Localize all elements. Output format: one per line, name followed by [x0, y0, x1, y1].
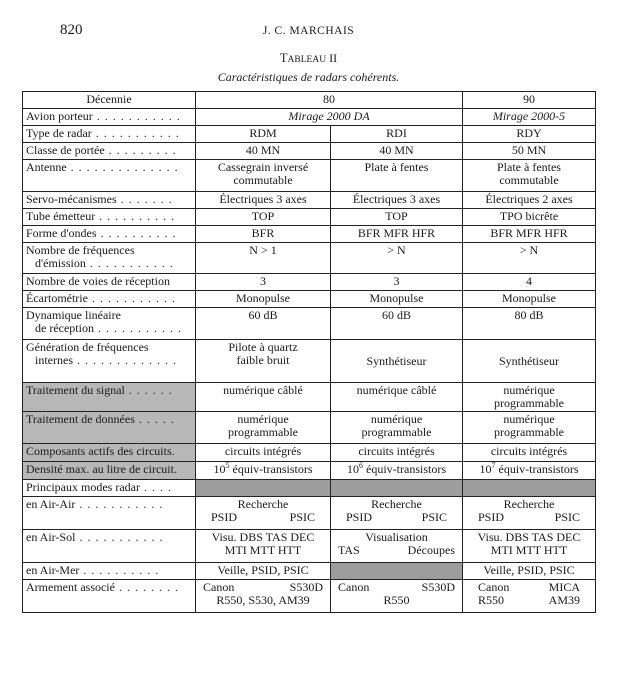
cell-word: Canon: [338, 580, 370, 594]
cell: circuits intégrés: [331, 444, 463, 462]
label-text: d'émission: [35, 256, 86, 270]
cell: [196, 580, 331, 613]
cell: BFR MFR HFR: [463, 226, 596, 243]
table-caption-number: II: [329, 51, 338, 65]
cell-line: [466, 511, 592, 524]
cell: [196, 340, 331, 383]
cell: TOP: [196, 209, 331, 226]
row-traitement-signal: [23, 383, 596, 412]
label-text: Tube émetteur: [26, 209, 96, 223]
unit: équiv-transistors: [498, 462, 579, 476]
label-line: de réception . . . . . . . . . . .: [35, 321, 182, 335]
row-label: Traitement du signal . . . . . .: [23, 383, 196, 412]
cell: [331, 497, 463, 530]
row-modes: [23, 480, 596, 497]
cell: Plate à fentes: [331, 160, 463, 192]
cell-line: Visu. DBS TAS DEC: [477, 530, 581, 544]
row-frequences: [23, 243, 596, 274]
row-label: Traitement de données . . . . .: [23, 412, 196, 444]
label-text: internes: [35, 353, 73, 367]
label-line: d'émission . . . . . . . . . . .: [35, 256, 174, 270]
cell: 60 dB: [331, 308, 463, 340]
cell-line: Recherche: [503, 497, 555, 511]
avion-80: Mirage 2000 DA: [196, 109, 463, 126]
cell-line: Recherche: [237, 497, 289, 511]
cell-word: AM39: [548, 593, 580, 607]
page-number: 820: [60, 22, 83, 38]
row-label: Avion porteur . . . . . . . . . . .: [23, 109, 196, 126]
row-label: Écartométrie . . . . . . . . . . .: [23, 291, 196, 308]
cell-word: PSIC: [289, 510, 315, 524]
running-head: J. C. MARCHAIS: [262, 25, 355, 37]
cell: Monopulse: [196, 291, 331, 308]
cell: circuits intégrés: [196, 444, 331, 462]
cell: 4: [463, 274, 596, 291]
row-densite: [23, 462, 596, 480]
cell: 80 dB: [463, 308, 596, 340]
cell: Monopulse: [463, 291, 596, 308]
cell: Veille, PSID, PSIC: [196, 563, 331, 580]
cell: [463, 160, 596, 192]
row-label: Densité max. au litre de circuit.: [23, 462, 196, 480]
cell: [463, 497, 596, 530]
row-air-mer: [23, 563, 596, 580]
table-title: Caractéristiques de radars cohérents.: [217, 70, 400, 84]
cell-line: MTI MTT HTT: [490, 543, 568, 557]
cell-rdm: RDM: [196, 126, 331, 143]
label-line: Nombre de fréquences: [26, 243, 135, 257]
cell-line: Recherche: [371, 497, 422, 511]
cell-word: PSID: [211, 510, 238, 524]
cell-line: numérique: [237, 412, 289, 426]
row-label: Classe de portée . . . . . . . . .: [23, 143, 196, 160]
cell-empty: [331, 563, 463, 580]
cell-line: Cassegrain inversé: [217, 160, 309, 174]
cell-word: PSID: [478, 510, 505, 524]
cell-line: numérique: [503, 383, 555, 397]
row-armement: [23, 580, 596, 613]
row-label: Tube émetteur . . . . . . . . . .: [23, 209, 196, 226]
row-decennie: [23, 92, 596, 109]
cell-word: PSIC: [554, 510, 580, 524]
row-forme-ondes: [23, 226, 596, 243]
cell: > N: [463, 243, 596, 274]
label-text: Antenne: [26, 160, 67, 174]
cell: [463, 462, 596, 480]
cell-word: Découpes: [407, 543, 455, 557]
row-label: Type de radar . . . . . . . . . . .: [23, 126, 196, 143]
cell: [196, 497, 331, 530]
cell: [196, 412, 331, 444]
row-label: Nombre de voies de réception: [23, 274, 196, 291]
cell: Électriques 3 axes: [196, 192, 331, 209]
cell-line: numérique: [503, 412, 555, 426]
cell-line: [466, 594, 592, 607]
cell-word: PSIC: [421, 510, 447, 524]
avion-90: Mirage 2000-5: [463, 109, 596, 126]
row-type-radar: [23, 126, 596, 143]
label-text: Armement associé: [26, 580, 115, 594]
row-label: [23, 243, 196, 274]
cell-word: S530D: [421, 580, 455, 594]
label-text: de réception: [35, 321, 94, 335]
cell: Électriques 3 axes: [331, 192, 463, 209]
cell-line: programmable: [361, 425, 432, 439]
row-label: Armement associé . . . . . . . .: [23, 580, 196, 613]
cell-line: numérique: [370, 412, 423, 426]
cell-line: R550, S530, AM39: [216, 593, 310, 607]
cell: Veille, PSID, PSIC: [463, 563, 596, 580]
row-label: en Air-Sol . . . . . . . . . . .: [23, 530, 196, 563]
cell: [463, 383, 596, 412]
row-avion: [23, 109, 596, 126]
label-text: Traitement du signal: [26, 383, 125, 397]
row-generation: [23, 340, 596, 383]
label-text: Avion porteur: [26, 109, 93, 123]
cell: [331, 530, 463, 563]
cell: 3: [331, 274, 463, 291]
cell: N > 1: [196, 243, 331, 274]
cell-line: MTI MTT HTT: [224, 543, 302, 557]
cell-line: commutable: [499, 173, 559, 187]
label-text: Principaux modes radar: [26, 480, 140, 494]
cell: [196, 462, 331, 480]
cell-rdi: RDI: [331, 126, 463, 143]
row-composants: [23, 444, 596, 462]
row-label: Forme d'ondes . . . . . . . . . .: [23, 226, 196, 243]
cell-line: programmable: [494, 396, 564, 410]
power-exponent: 5: [225, 461, 230, 470]
label-text: en Air-Mer: [26, 563, 80, 577]
cell-line: Pilote à quartz: [228, 340, 298, 354]
row-classe-portee: [23, 143, 596, 160]
radar-characteristics-table: [22, 91, 596, 613]
cell-line: [334, 544, 459, 557]
cell: > N: [331, 243, 463, 274]
cell: 3: [196, 274, 331, 291]
label-line: Dynamique linéaire: [26, 308, 121, 322]
cell: 40 MN: [331, 143, 463, 160]
row-label: en Air-Air . . . . . . . . . . .: [23, 497, 196, 530]
table-caption-first: T: [279, 51, 288, 65]
cell-word: MICA: [548, 580, 580, 594]
cell: [331, 462, 463, 480]
decade-80: 80: [196, 92, 463, 109]
cell: 40 MN: [196, 143, 331, 160]
cell-word: S530D: [289, 580, 323, 594]
row-label: Principaux modes radar . . . .: [23, 480, 196, 497]
row-traitement-donnees: [23, 412, 596, 444]
label-text: Écartométrie: [26, 291, 88, 305]
cell: TPO bicrête: [463, 209, 596, 226]
power-base: 10: [213, 462, 226, 476]
power-exponent: 6: [359, 461, 363, 470]
cell-word: R550: [478, 593, 505, 607]
table-caption-rest: ABLEAU: [287, 55, 327, 65]
cell-empty: [331, 480, 463, 497]
row-voies: [23, 274, 596, 291]
label-text: Forme d'ondes: [26, 226, 97, 240]
cell-line: [334, 511, 459, 524]
cell: 60 dB: [196, 308, 331, 340]
cell-line: Visualisation: [365, 530, 428, 544]
cell-word: TAS: [338, 543, 360, 557]
label-text: Type de radar: [26, 126, 92, 140]
power-base: 10: [479, 462, 492, 476]
label-line: Génération de fréquences: [26, 340, 149, 354]
row-ecartometrie: [23, 291, 596, 308]
cell-line: faible bruit: [236, 353, 290, 367]
power-base: 10: [347, 462, 359, 476]
table-caption: [0, 51, 617, 66]
label-text: en Air-Sol: [26, 530, 76, 544]
row-label: [23, 340, 196, 383]
row-servo: [23, 192, 596, 209]
row-label: Antenne . . . . . . . . . . . . . .: [23, 160, 196, 192]
cell: Synthétiseur: [463, 340, 596, 383]
power-exponent: 7: [491, 461, 496, 470]
row-air-sol: [23, 530, 596, 563]
row-label: en Air-Mer . . . . . . . . . .: [23, 563, 196, 580]
cell-word: Canon: [478, 580, 510, 594]
cell-line: Visu. DBS TAS DEC: [211, 530, 315, 544]
unit: équiv-transistors: [366, 462, 446, 476]
cell-line: programmable: [228, 425, 298, 439]
label-text: Classe de portée: [26, 143, 105, 157]
row-air-air: [23, 497, 596, 530]
cell-line: Plate à fentes: [497, 160, 561, 174]
row-antenne: [23, 160, 596, 192]
decade-label: Décennie: [23, 92, 196, 109]
cell: TOP: [331, 209, 463, 226]
row-label: Composants actifs des circuits.: [23, 444, 196, 462]
cell-word: PSID: [346, 510, 373, 524]
cell: [196, 530, 331, 563]
cell: Monopulse: [331, 291, 463, 308]
cell: BFR MFR HFR: [331, 226, 463, 243]
cell: [463, 412, 596, 444]
cell: [463, 580, 596, 613]
cell: numérique câblé: [196, 383, 331, 412]
cell: numérique câblé: [331, 383, 463, 412]
cell: [331, 412, 463, 444]
label-text: Servo-mécanismes: [26, 192, 117, 206]
cell: [196, 160, 331, 192]
cell: [331, 580, 463, 613]
cell: [463, 530, 596, 563]
cell: Synthétiseur: [331, 340, 463, 383]
cell: BFR: [196, 226, 331, 243]
cell-line: commutable: [233, 173, 293, 187]
cell-line: R550: [383, 593, 410, 607]
unit: équiv-transistors: [232, 462, 313, 476]
decade-90: 90: [463, 92, 596, 109]
cell-line: [199, 511, 327, 524]
row-tube: [23, 209, 596, 226]
cell-rdy: RDY: [463, 126, 596, 143]
label-text: Traitement de données: [26, 412, 135, 426]
cell-word: Canon: [203, 580, 235, 594]
label-line: internes . . . . . . . . . . . . .: [35, 353, 177, 367]
row-dynamique: [23, 308, 596, 340]
row-label: [23, 308, 196, 340]
cell: Électriques 2 axes: [463, 192, 596, 209]
cell-empty: [463, 480, 596, 497]
cell-empty: [196, 480, 331, 497]
cell: 50 MN: [463, 143, 596, 160]
cell: circuits intégrés: [463, 444, 596, 462]
row-label: Servo-mécanismes . . . . . . .: [23, 192, 196, 209]
cell-line: programmable: [494, 425, 564, 439]
label-text: en Air-Air: [26, 497, 76, 511]
